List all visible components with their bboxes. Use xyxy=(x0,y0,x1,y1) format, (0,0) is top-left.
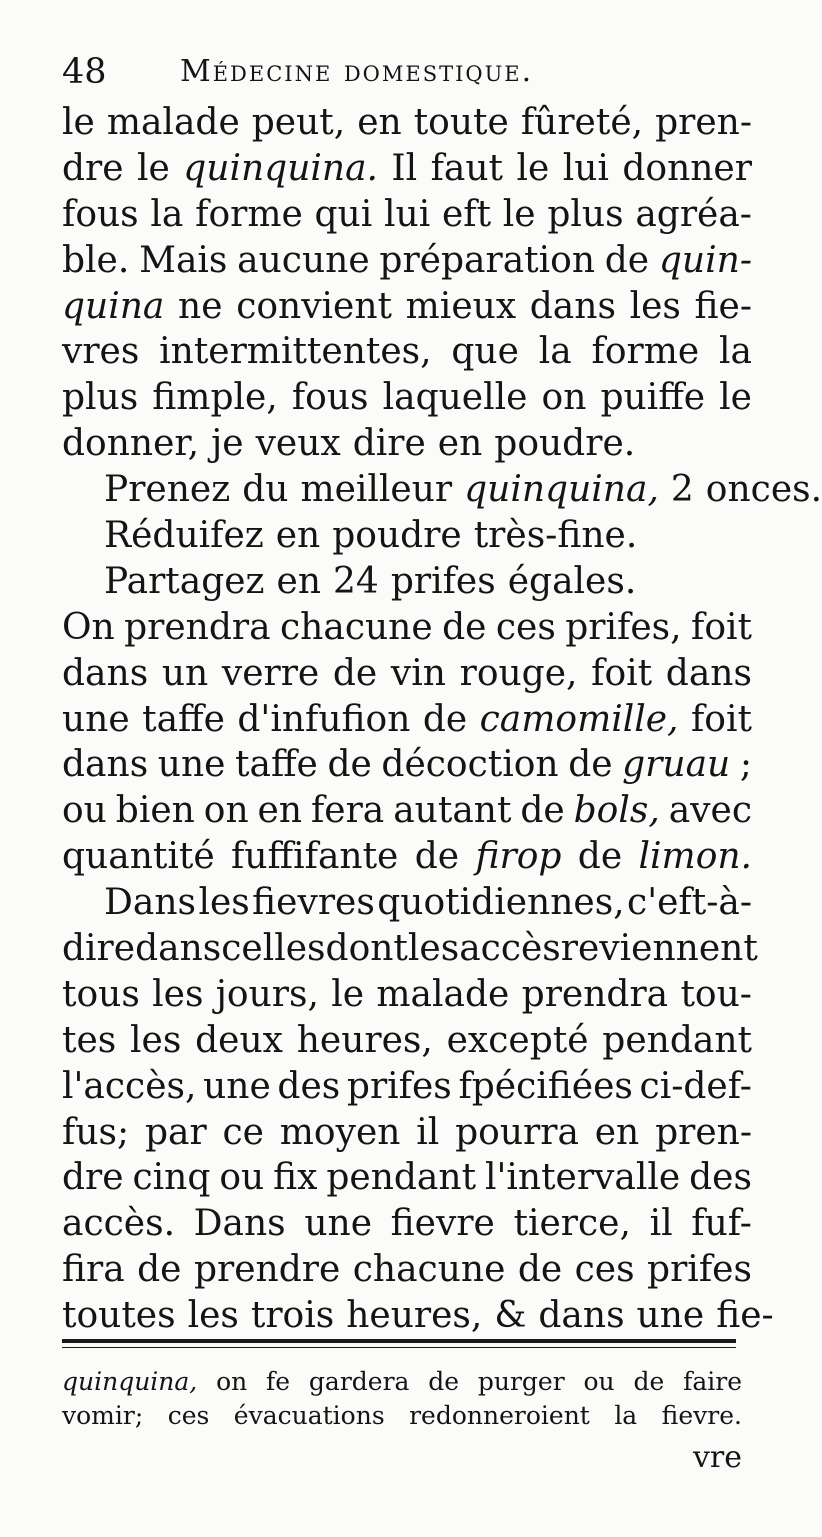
text-line: plus fimple, fous laquelle on puiffe le xyxy=(62,377,752,419)
text-line: dre cinq ou fix pendant l'intervalle des xyxy=(62,1157,752,1199)
footnote xyxy=(62,1365,742,1433)
text-line: le malade peut, en toute fûreté, pren- xyxy=(62,102,752,143)
text-line: fira de prendre chacune de ces prifes xyxy=(62,1249,752,1291)
text-line: Dans les fievres quotidiennes, c'eft-à- xyxy=(104,882,752,924)
catchword: vre xyxy=(692,1440,742,1475)
footnote-line: vomir; ces évacuations redonneroient la fievre. xyxy=(62,1401,742,1430)
footnote-rule xyxy=(62,1339,736,1343)
text-line: fous la forme qui lui eft le plus agréa- xyxy=(62,193,752,235)
text-line: Prenez du meilleur quinquina, 2 onces. xyxy=(104,469,822,511)
text-line: une taffe d'infufion de camomille, foit xyxy=(62,698,752,740)
text-line: l'accès, une des prifes fpécifiées ci-def- xyxy=(62,1065,752,1107)
text-line: vres intermittentes, que la forme la xyxy=(62,331,752,373)
text-line: tes les deux heures, excepté pendant xyxy=(62,1019,752,1061)
footnote-line: quinquina, on fe gardera de purger ou de faire xyxy=(62,1367,742,1396)
running-head: Médecine domestique. xyxy=(180,54,534,89)
text-line: tous les jours, le malade prendra tou- xyxy=(62,973,752,1015)
text-line: quantité fuffifante de firop de limon. xyxy=(62,836,752,878)
text-line: quina ne convient mieux dans les fie- xyxy=(62,285,752,327)
text-line: dire dans celles dont les accès reviennent xyxy=(62,928,758,970)
text-line: On prendra chacune de ces prifes, foit xyxy=(62,606,752,648)
text-line: dans un verre de vin rouge, foit dans xyxy=(62,652,752,694)
text-line: ble. Mais aucune préparation de quin- xyxy=(62,239,752,281)
footnote-rule-thin xyxy=(62,1347,736,1348)
text-line: Partagez en 24 prifes égales. xyxy=(104,560,637,602)
text-line: fus; par ce moyen il pourra en pren- xyxy=(62,1111,752,1153)
body-text xyxy=(62,100,822,1339)
page-number: 48 xyxy=(62,52,107,92)
text-line: dans une taffe de décoction de gruau ; xyxy=(62,744,752,786)
text-line: toutes les trois heures, & dans une fie- xyxy=(62,1295,774,1337)
text-line: ou bien on en fera autant de bols, avec xyxy=(62,790,752,832)
text-line: dre le quinquina. Il faut le lui donner xyxy=(62,147,752,189)
text-line: Réduifez en poudre très-fine. xyxy=(104,515,638,557)
text-line: accès. Dans une fievre tierce, il fuf- xyxy=(62,1203,752,1245)
page-header xyxy=(62,52,760,102)
text-line: donner, je veux dire en poudre. xyxy=(62,423,636,465)
